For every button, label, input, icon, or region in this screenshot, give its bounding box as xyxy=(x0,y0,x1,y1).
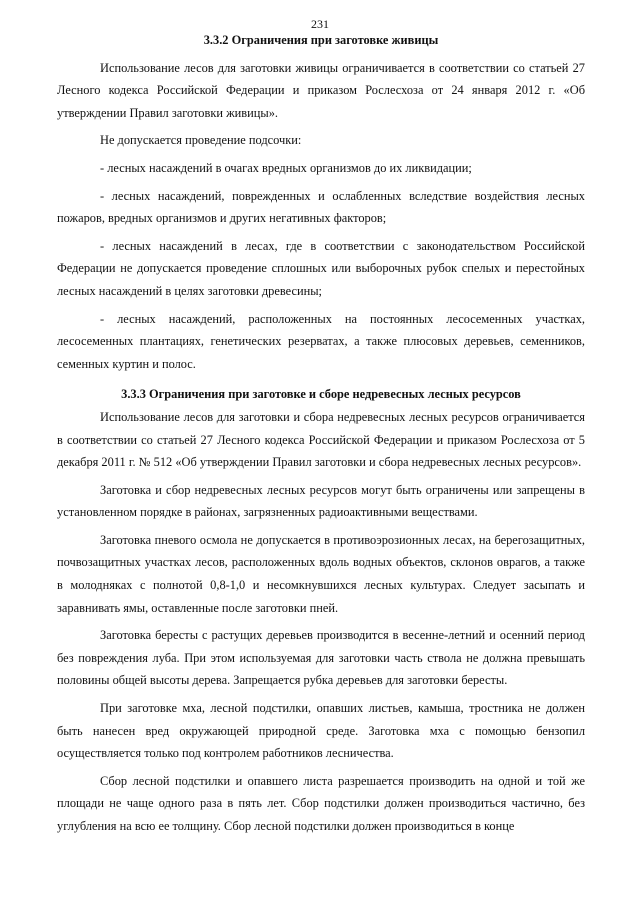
page-content xyxy=(57,29,585,838)
paragraph: Заготовка бересты с растущих деревьев производится в весенне-летний и осенний период без повреждения луба. При этом используемая для заготовки часть ствола не должна превышать половины общей высоты дерева. Запрещается рубка деревьев для заготовки бересты. xyxy=(57,628,585,688)
paragraph: Заготовка и сбор недревесных лесных ресурсов могут быть ограничены или запрещены в установленном порядке в районах, загрязненных радиоактивными веществами. xyxy=(57,482,585,520)
section-heading: 3.3.2 Ограничения при заготовке живицы xyxy=(203,33,439,47)
section-3-3-3 xyxy=(57,383,585,837)
list-item: - лесных насаждений в лесах, где в соответствии с законодательством Российской Федерации не допускается проведение сплошных или выборочных рубок спелых и перестойных лесных насаждений в целях заготовки древесины; xyxy=(57,238,585,298)
paragraph: Заготовка пневого осмола не допускается в противоэрозионных лесах, на берегозащитных, почвозащитных участках лесов, расположенных вдоль водных объектов, склонов оврагов, а также в молодняках с полнотой 0,8-1,0 и несомкнувшихся лесных культурах. Следует засыпать и заравнивать ямы, оставленные после заготовки пней. xyxy=(57,532,585,615)
section-3-3-2 xyxy=(57,29,585,375)
paragraph: Использование лесов для заготовки и сбора недревесных лесных ресурсов ограничивается в соответствии со статьей 27 Лесного кодекса Российской Федерации и приказом Рослесхоза от 5 декабря 2011 г. № 512 «Об утверждении Правил заготовки и сбора недревесных лесных ресурсов». xyxy=(57,409,585,470)
paragraph: Не допускается проведение подсочки: xyxy=(100,133,302,148)
list-item: - лесных насаждений в очагах вредных организмов до их ликвидации; xyxy=(100,160,472,175)
paragraph: Сбор лесной подстилки и опавшего листа разрешается производить на одной и той же площади не чаще одного раза в пять лет. Сбор подстилки должен производиться частично, без углубления на всю ее толщину. Сбор лесной подстилки должен производиться в конце xyxy=(57,773,585,833)
paragraph: Использование лесов для заготовки живицы ограничивается в соответствии со статьей 27 Лесного кодекса Российской Федерации и приказом Рослесхоза от 24 января 2012 г. «Об утверждении Правил заготовки живицы». xyxy=(57,60,585,120)
list-item: - лесных насаждений, расположенных на постоянных лесосеменных участках, лесосеменных плантациях, генетических резерватах, а также плюсовых деревьев, семенников, семенных куртин и полос. xyxy=(57,311,585,371)
page-number: 231 xyxy=(311,17,329,31)
paragraph: При заготовке мха, лесной подстилки, опавших листьев, камыша, тростника не должен быть нанесен вред окружающей природной среде. Заготовка мха с помощью бензопил осуществляется только под контролем работников лесничества. xyxy=(57,701,585,761)
section-heading: 3.3.3 Ограничения при заготовке и сборе недревесных лесных ресурсов xyxy=(121,387,521,402)
list-item: - лесных насаждений, поврежденных и ослабленных вследствие воздействия лесных пожаров, вредных организмов и других негативных факторов; xyxy=(57,188,585,226)
